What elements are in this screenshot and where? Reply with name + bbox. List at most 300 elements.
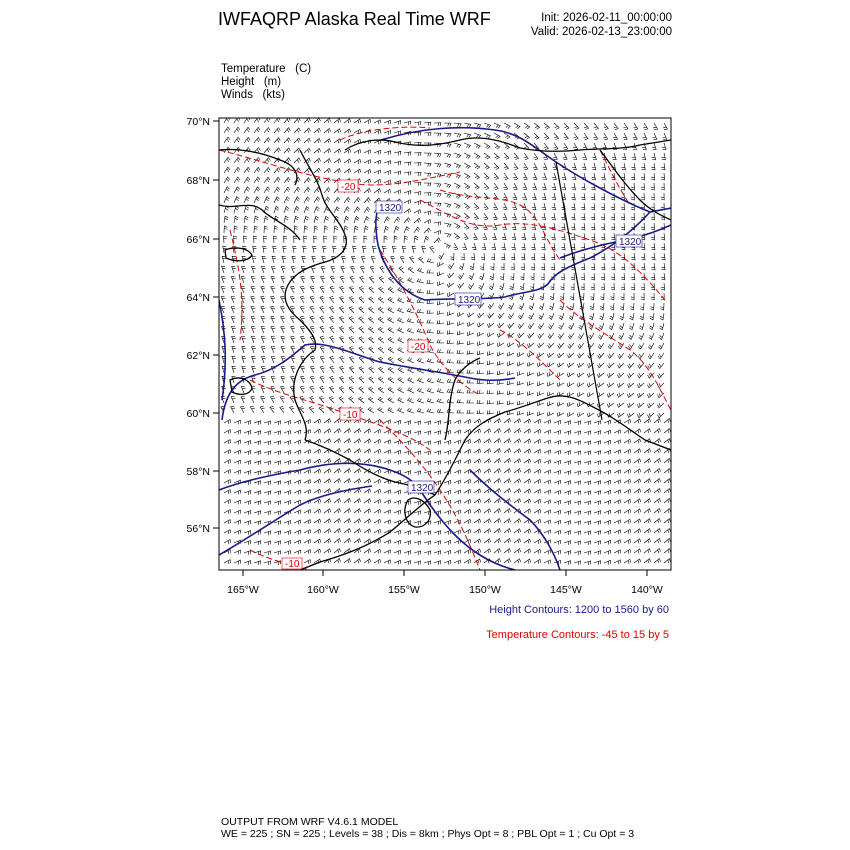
wind-barb [534, 489, 541, 494]
wind-barb [511, 253, 515, 260]
wind-barb [634, 439, 641, 444]
wind-barb [434, 133, 441, 136]
wind-barb [494, 429, 501, 434]
wind-barb [494, 183, 499, 190]
wind-barb [624, 419, 631, 424]
wind-barb [627, 413, 634, 418]
wind-barb [603, 133, 608, 140]
wind-barb [378, 297, 384, 303]
wind-barb [379, 277, 384, 284]
wind-barb [621, 203, 625, 210]
wind-barb [414, 132, 421, 136]
wind-barb [648, 343, 654, 349]
wind-barb [408, 358, 414, 363]
lat-label-66n: 66°N [186, 234, 210, 246]
wind-barb [554, 460, 561, 464]
wind-barb [500, 273, 504, 280]
wind-barb [554, 540, 561, 544]
wind-barb [517, 362, 524, 366]
wind-barb [614, 530, 621, 534]
wind-barb [604, 470, 611, 474]
wind-barb [437, 379, 444, 384]
wind-barb [224, 187, 230, 193]
wind-barb [471, 253, 475, 260]
wind-barb [414, 501, 421, 505]
wind-barb [457, 410, 464, 413]
wind-barb [644, 469, 651, 474]
wind-barb [480, 263, 484, 270]
wind-barb [244, 501, 251, 505]
wind-barb [241, 386, 245, 393]
wind-barb [374, 459, 381, 464]
wind-barb [567, 382, 574, 387]
wind-barb [254, 138, 260, 144]
wind-barb [340, 296, 345, 303]
wind-barb [492, 233, 496, 240]
wind-barb [494, 479, 501, 484]
wind-barb [643, 123, 648, 130]
wind-barb [294, 158, 301, 163]
wind-barb [404, 441, 411, 445]
wind-barb [359, 317, 364, 323]
wind-barb [527, 372, 534, 376]
wind-barb [404, 561, 411, 565]
wind-barb [364, 160, 371, 165]
wind-barb [484, 133, 490, 139]
wind-barb [232, 266, 236, 273]
wind-barb [638, 373, 645, 378]
wind-barb [349, 336, 354, 343]
wind-barb [311, 276, 316, 283]
wind-barb [637, 413, 644, 418]
wind-barb [344, 479, 351, 484]
height-contour-line [219, 300, 225, 400]
wind-barb [454, 530, 461, 534]
wind-barb [384, 520, 391, 524]
wind-barb [578, 343, 584, 349]
wind-barb [320, 316, 325, 323]
wind-barb [398, 408, 405, 413]
wind-barb [378, 347, 384, 353]
wind-barb [534, 519, 541, 524]
wind-barb [554, 470, 561, 474]
wind-barb [281, 266, 285, 273]
wind-barb [360, 276, 365, 283]
wind-barb [427, 270, 434, 273]
wind-barb [524, 469, 531, 474]
plot-title: IWFAQRP Alaska Real Time WRF [218, 9, 491, 29]
wind-barb [564, 421, 571, 425]
wind-barb [378, 407, 384, 413]
wind-barb [300, 326, 305, 333]
wind-barb [484, 479, 491, 484]
wind-barb [427, 409, 434, 413]
wind-barb [581, 203, 585, 210]
wind-barb [414, 541, 421, 545]
wind-barb [524, 459, 531, 464]
wind-barb [537, 391, 544, 395]
wind-barb [591, 293, 595, 300]
wind-barb [631, 273, 635, 280]
wind-barb [623, 133, 627, 140]
wind-barb [469, 273, 474, 280]
wind-barb [517, 352, 524, 357]
wind-barb [254, 511, 261, 515]
wind-barb [634, 459, 641, 464]
wind-barb [424, 183, 431, 186]
wind-barb [364, 559, 371, 564]
wind-barb [388, 387, 394, 393]
wind-barb [604, 430, 611, 434]
wind-barb [504, 459, 511, 464]
wind-barb [520, 283, 524, 290]
wind-barb [567, 363, 574, 368]
wind-barb [437, 389, 444, 394]
wind-barb [454, 420, 461, 424]
wind-barb [583, 133, 588, 140]
wind-barb [484, 449, 491, 454]
wind-barb [359, 297, 364, 304]
wind-barb [314, 469, 321, 474]
wind-barb [488, 303, 494, 309]
wind-barb [651, 243, 655, 250]
wind-barb [541, 253, 545, 260]
wind-barb [472, 243, 476, 250]
wind-barb [384, 420, 391, 424]
wind-barb [614, 440, 621, 444]
wind-barb [640, 313, 644, 320]
wind-barb [274, 521, 281, 525]
wind-barb [587, 382, 594, 387]
wind-barb [561, 283, 564, 290]
wind-barb [518, 333, 525, 338]
wind-barb [612, 153, 616, 160]
wind-barb [312, 256, 316, 263]
wind-barb [581, 283, 584, 290]
wind-barb [604, 450, 611, 454]
latitude-labels [187, 116, 210, 535]
wind-barb [314, 226, 318, 233]
wind-barb [344, 429, 351, 434]
wind-barb [494, 549, 501, 554]
wind-barb [319, 396, 324, 403]
wind-barb [539, 303, 544, 310]
wind-barb [534, 449, 541, 454]
wind-barb [349, 307, 354, 314]
wind-barb [349, 387, 354, 394]
wind-barb [434, 521, 441, 525]
wind-barb [654, 559, 661, 564]
wind-barb [524, 529, 531, 534]
wind-barb [417, 358, 424, 363]
wind-barb [534, 499, 541, 504]
wind-barb [384, 510, 391, 514]
wind-barb [601, 203, 605, 210]
wind-barb [574, 471, 581, 475]
wind-barb [534, 429, 541, 434]
wind-barb [388, 287, 394, 293]
wind-barb [511, 263, 514, 270]
wind-barb [261, 386, 265, 393]
wind-barb [664, 539, 671, 544]
wind-barb [554, 143, 559, 150]
wind-barb [231, 326, 235, 333]
wind-barb [244, 491, 251, 495]
wind-barb [654, 449, 661, 454]
wind-barb [320, 326, 325, 333]
wind-barb [384, 120, 391, 124]
wind-barb [284, 441, 291, 445]
wind-barb [414, 451, 421, 455]
wind-barb [414, 210, 421, 215]
wind-barb [584, 501, 591, 505]
wind-barb [424, 211, 431, 215]
wind-barb [621, 293, 624, 300]
wind-barb [622, 143, 626, 150]
wind-barb [589, 313, 594, 320]
wind-barb [544, 510, 551, 514]
wind-barb [488, 313, 494, 318]
wind-barb [564, 491, 571, 495]
wind-barb [503, 193, 507, 200]
wind-barb [234, 470, 241, 474]
wind-barb [354, 169, 361, 174]
wind-barb [414, 431, 421, 435]
height-label-text: 1320 [379, 203, 402, 214]
wind-barb [567, 372, 574, 377]
wind-barb [647, 403, 654, 408]
wind-barb [607, 393, 614, 398]
wind-barb [578, 333, 584, 339]
wind-barb [572, 183, 576, 190]
wind-barb [594, 471, 601, 475]
wind-barb [628, 363, 634, 368]
wind-barb [374, 429, 381, 434]
wind-barb [494, 509, 501, 514]
wind-barb [339, 386, 344, 393]
wind-barb [374, 489, 381, 494]
wind-barb [251, 396, 255, 403]
wind-barb [354, 198, 360, 204]
wind-barb [604, 520, 611, 524]
wind-barb [509, 303, 515, 309]
wind-barb [264, 197, 270, 203]
wind-barb [314, 499, 321, 504]
wind-barb [644, 489, 651, 494]
wind-barb [619, 323, 624, 330]
temperature-label-3 [340, 408, 360, 421]
wind-barb [474, 153, 480, 159]
wind-barb [487, 400, 494, 404]
wind-barb [244, 421, 251, 425]
wind-barb [648, 363, 654, 368]
wind-barb [547, 392, 554, 396]
wind-barb [462, 243, 466, 250]
wind-barb [224, 236, 228, 243]
wind-barb [569, 323, 575, 329]
wind-barb [601, 283, 605, 290]
wind-barb [274, 206, 279, 213]
wind-barb [524, 449, 531, 454]
wind-barb [467, 331, 474, 335]
wind-barb [314, 128, 321, 133]
wind-barb [304, 460, 311, 464]
wind-barb [284, 138, 290, 143]
wind-barb [644, 509, 651, 514]
wind-barb [552, 183, 556, 190]
wind-barb [314, 529, 321, 534]
wind-barb [273, 246, 277, 253]
wind-barb [274, 451, 281, 455]
wind-barb [651, 263, 655, 270]
wind-barb [567, 392, 574, 396]
wind-barb [608, 353, 614, 358]
wind-barb [334, 207, 340, 213]
wind-barb [624, 479, 631, 484]
wind-barb [264, 187, 270, 193]
wind-barb [364, 449, 371, 454]
wind-barb [388, 297, 394, 303]
wind-barb [334, 549, 341, 554]
wind-barb [564, 431, 571, 435]
wind-barb [524, 429, 531, 434]
wind-barb [474, 123, 481, 128]
wind-barb [438, 253, 444, 259]
wind-barb [641, 173, 645, 180]
wind-barb [532, 183, 536, 190]
wind-barb [594, 441, 601, 445]
wind-barb [394, 121, 401, 125]
wind-barb [444, 540, 451, 544]
wind-barb [502, 243, 506, 250]
temperature-label-text: -20 [341, 182, 356, 193]
wind-barb [484, 549, 491, 554]
wind-barb [404, 541, 411, 545]
wind-barb [344, 509, 351, 514]
wind-barb [484, 489, 491, 494]
wind-barb [639, 323, 644, 330]
wind-barb [374, 549, 381, 554]
wind-barb [534, 133, 539, 139]
wind-barb [378, 327, 384, 333]
wind-barb [577, 392, 584, 397]
wind-barb [359, 307, 364, 313]
wind-barb [261, 276, 265, 283]
wind-barb [617, 373, 624, 378]
wind-barb [493, 203, 498, 210]
wind-barb [634, 529, 641, 534]
wind-barb [661, 273, 665, 280]
wind-barb [364, 489, 371, 494]
wind-barb [242, 346, 246, 353]
wind-barb [464, 529, 471, 534]
wind-barb [320, 296, 325, 303]
wind-barb [611, 293, 614, 300]
wind-barb [374, 519, 381, 524]
wind-barb [604, 530, 611, 534]
wind-barb [444, 550, 451, 554]
wind-barb [374, 120, 381, 124]
wind-barb [398, 347, 404, 353]
wind-barb [427, 398, 434, 403]
wind-barb [224, 490, 231, 495]
wind-barb [457, 331, 464, 335]
wind-barb [344, 226, 348, 233]
wind-barb [587, 373, 594, 378]
wind-barb [487, 361, 494, 365]
wind-barb [479, 273, 484, 280]
longitude-axis [243, 570, 647, 576]
wind-barb [484, 183, 489, 190]
wind-barb [241, 396, 245, 403]
wind-barb [234, 520, 241, 524]
lat-label-64n: 64°N [186, 292, 210, 304]
wind-barb [280, 396, 285, 403]
wind-barb [321, 266, 325, 273]
wind-barb [391, 256, 395, 263]
wind-barb [294, 540, 301, 544]
wind-barb [454, 430, 461, 434]
wind-barb [232, 336, 236, 343]
wind-barb [319, 407, 324, 414]
wind-barb [254, 226, 258, 233]
wind-barb [477, 360, 484, 364]
wind-barb [398, 377, 404, 383]
wind-barb [234, 167, 240, 173]
latitude-axis [213, 121, 219, 528]
temperature-contour-line [380, 250, 480, 395]
wind-barb [447, 321, 454, 325]
wind-barb [611, 223, 615, 230]
wind-barb [418, 268, 425, 273]
wind-barb [261, 296, 266, 303]
wind-barb [291, 266, 295, 273]
wind-barb [224, 157, 230, 163]
wind-barb [314, 118, 321, 123]
wind-barb [484, 529, 491, 534]
wind-barb [508, 313, 514, 319]
wind-barb [644, 429, 651, 434]
wind-barb [648, 413, 655, 418]
wind-barb [664, 529, 671, 534]
wind-barb [224, 480, 231, 485]
wind-barb [284, 431, 291, 435]
wind-barb [417, 408, 424, 413]
wind-barb [627, 403, 634, 408]
wind-barb [624, 449, 631, 454]
wind-barb [554, 450, 561, 454]
wind-barb [648, 353, 654, 359]
wind-barb [581, 253, 585, 260]
wind-barb [290, 406, 295, 413]
wind-barb [234, 430, 241, 434]
wind-barb [251, 296, 255, 303]
wind-barb [394, 510, 401, 514]
wind-barb [453, 243, 458, 250]
wind-barb [369, 337, 374, 343]
wind-barb [394, 540, 401, 544]
wind-barb [497, 352, 504, 356]
wind-barb [457, 350, 464, 354]
wind-barb [304, 197, 310, 203]
wind-barb [374, 170, 381, 174]
wind-barb [567, 402, 574, 407]
wind-barb [334, 197, 340, 203]
wind-barb [434, 461, 441, 465]
wind-barb [629, 333, 634, 339]
wind-barb [349, 327, 354, 334]
wind-barb [502, 233, 506, 240]
